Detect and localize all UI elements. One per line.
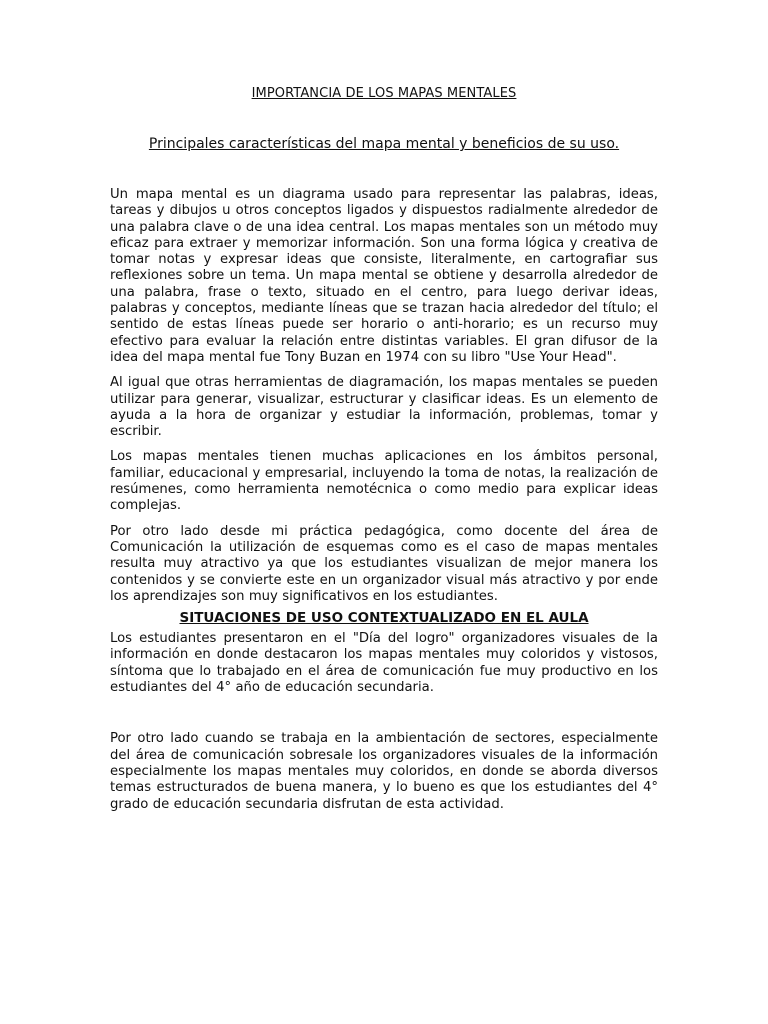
paragraph-dia-del-logro: Los estudiantes presentaron en el "Día del logro" organizadores visuales de la información en donde destacaron los mapas mentales muy coloridos y vistosos, síntoma que lo trabajado en el área de comunicación fue muy productivo en los estudiantes del 4° año de educación secundaria. (110, 631, 658, 696)
document-subtitle: Principales características del mapa mental y beneficios de su uso. (148, 136, 620, 152)
document-page (110, 80, 658, 813)
paragraph-ambientacion: Por otro lado cuando se trabaja en la ambientación de sectores, especialmente del área de comunicación sobresale los organizadores visuales de la información especialmente los mapas mentales muy coloridos, en donde se aborda diversos temas estructurados de buena manera, y lo bueno es que los estudiantes del 4° grado de educación secundaria disfrutan de esta actividad. (110, 731, 658, 812)
paragraph-uses: Al igual que otras herramientas de diagramación, los mapas mentales se pueden utilizar para generar, visualizar, estructurar y clasificar ideas. Es un elemento de ayuda a la hora de organizar y estudiar la información, problemas, tomar y escribir. (110, 375, 658, 440)
paragraph-pedagogy: Por otro lado desde mi práctica pedagógica, como docente del área de Comunicación la utilización de esquemas como es el caso de mapas mentales resulta muy atractivo ya que los estudiantes visualizan de mejor manera los contenidos y se convierte este en un organizador visual más atractivo y por ende los aprendizajes son muy significativos en los estudiantes. (110, 523, 658, 604)
document-title: IMPORTANCIA DE LOS MAPAS MENTALES (251, 86, 517, 101)
paragraph-applications: Los mapas mentales tienen muchas aplicaciones en los ámbitos personal, familiar, educacional y empresarial, incluyendo la toma de notas, la realización de resúmenes, como herramienta nemotécnica o como medio para explicar ideas complejas. (110, 449, 658, 514)
section-heading: SITUACIONES DE USO CONTEXTUALIZADO EN EL AULA (179, 610, 589, 627)
paragraph-definition: Un mapa mental es un diagrama usado para representar las palabras, ideas, tareas y dibujos u otros conceptos ligados y dispuestos radialmente alrededor de una palabra clave o de una idea central. Los mapas mentales son un método muy eficaz para extraer y memorizar información. Son una forma lógica y creativa de tomar notas y expresar ideas que consiste, literalmente, en cartografiar sus reflexiones sobre un tema. Un mapa mental se obtiene y desarrolla alrededor de una palabra, frase o texto, situado en el centro, para luego derivar ideas, palabras y conceptos, mediante líneas que se trazan hacia alrededor del título; el sentido de estas líneas puede ser horario o anti-horario; es un recurso muy efectivo para evaluar la relación entre distintas variables. El gran difusor de la idea del mapa mental fue Tony Buzan en 1974 con su libro "Use Your Head". (110, 187, 658, 365)
